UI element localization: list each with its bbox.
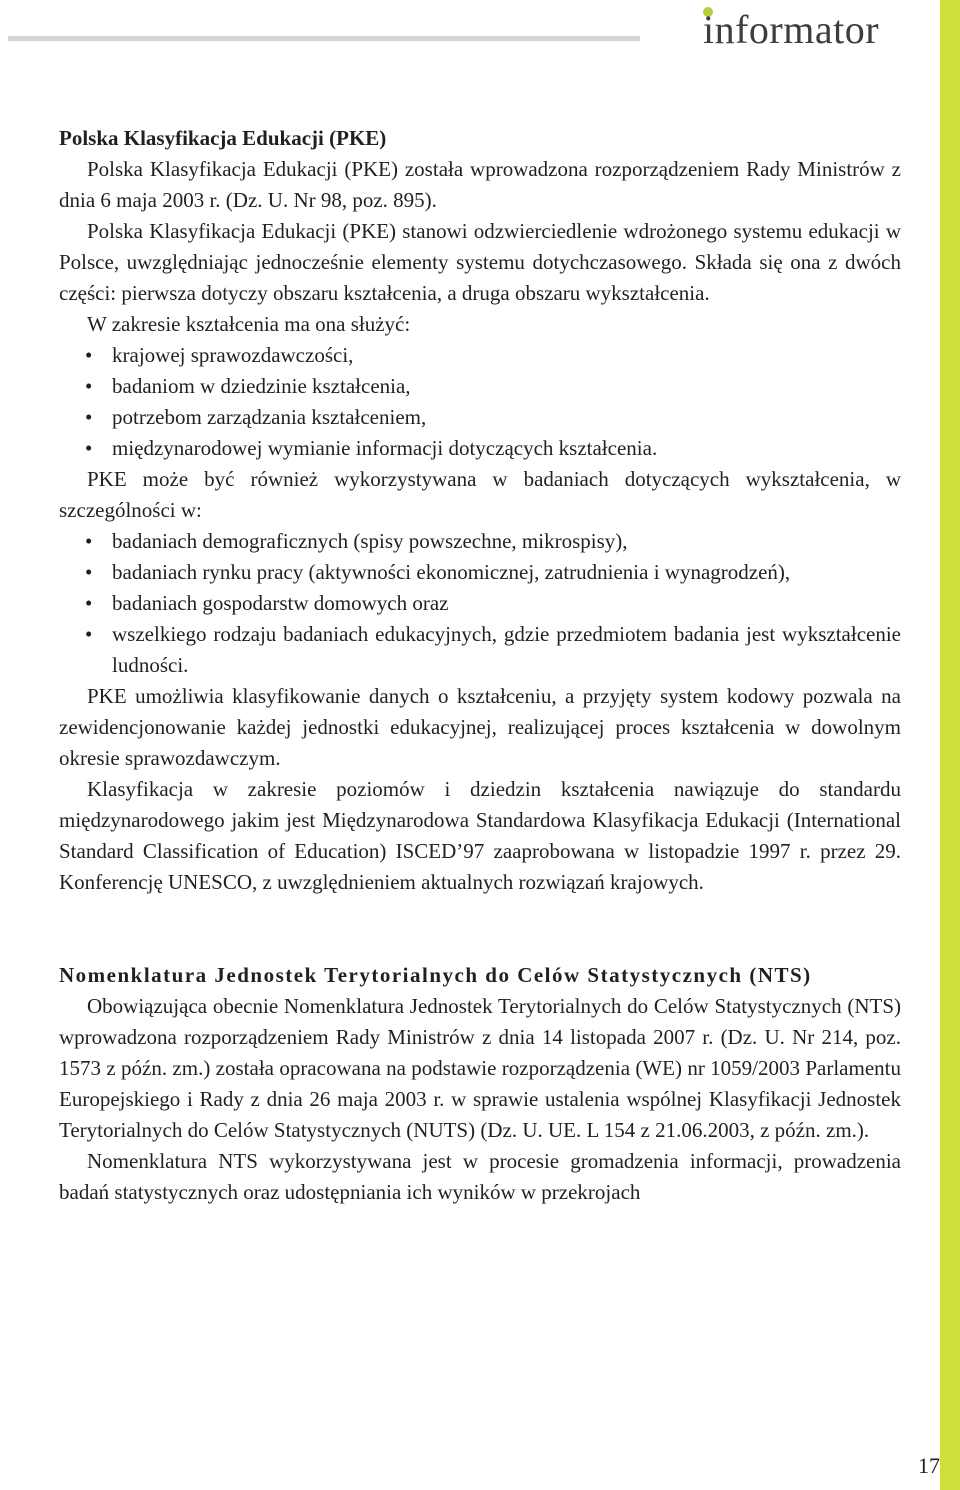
paragraph: PKE umożliwia klasyfikowanie danych o kształceniu, a przyjęty system kodowy pozwala na zewidencjonowanie każdej jednostki edukacyjnej, realizującej proces kształcenia w dowolnym okresie sprawozdawczym. (59, 684, 901, 770)
list-item: • krajowej sprawozdawczości, (112, 340, 901, 371)
list-item: • wszelkiego rodzaju badaniach edukacyjnych, gdzie przedmiotem badania jest wykształcenie ludności. (112, 619, 901, 681)
paragraph: Nomenklatura NTS wykorzystywana jest w procesie gromadzenia informacji, prowadzenia badań statystycznych oraz udostępniania ich wyników w przekrojach (59, 1149, 901, 1204)
side-accent-bar (940, 0, 960, 1490)
section-title-pke: Polska Klasyfikacja Edukacji (PKE) (59, 126, 387, 150)
bullet-list (59, 340, 901, 464)
header-rule (8, 36, 640, 41)
list-item: • badaniach demograficznych (spisy powszechne, mikrospisy), (112, 526, 901, 557)
paragraph: Polska Klasyfikacja Edukacji (PKE) została wprowadzona rozporządzeniem Rady Ministrów z dnia 6 maja 2003 r. (Dz. U. Nr 98, poz. 895). (59, 157, 901, 212)
section-title-nts: Nomenklatura Jednostek Terytorialnych do Celów Statystycznych (NTS) (59, 963, 812, 987)
paragraph: Obowiązująca obecnie Nomenklatura Jednostek Terytorialnych do Celów Statystycznych (NTS) wprowadzona rozporządzeniem Rady Ministrów z dnia 14 listopada 2007 r. (Dz. U. Nr 214, poz. 1573 z późn. zm.) została opracowana na podstawie rozporządzenia (WE) nr 1059/2003 Parlamentu Europejskiego i Rady z dnia 26 maja 2003 r. w sprawie ustalenia wspólnej Klasyfikacji Jednostek Terytorialnych do Celów Statystycznych (NUTS) (Dz. U. UE. L 154 z 21.06.2003, z późn. zm.). (59, 994, 901, 1142)
list-item: • potrzebom zarządzania kształceniem, (112, 402, 901, 433)
paragraph: PKE może być również wykorzystywana w badaniach dotyczących wykształcenia, w szczególności w: (59, 467, 901, 522)
list-item: • międzynarodowej wymianie informacji dotyczących kształcenia. (112, 433, 901, 464)
paragraph: W zakresie kształcenia ma ona służyć: (87, 312, 411, 336)
page-content (59, 123, 901, 1208)
bullet-list (59, 526, 901, 681)
list-item: • badaniom w dziedzinie kształcenia, (112, 371, 901, 402)
list-item: • badaniach gospodarstw domowych oraz (112, 588, 901, 619)
list-item: • badaniach rynku pracy (aktywności ekonomicznej, zatrudnienia i wynagrodzeń), (112, 557, 901, 588)
section-gap (59, 898, 901, 929)
page-number: 17 (918, 1453, 940, 1478)
paragraph: Klasyfikacja w zakresie poziomów i dziedzin kształcenia nawiązuje do standardu międzynarodowego jakim jest Międzynarodowa Standardowa Klasyfikacja Edukacji (International Standard Classification of Education) ISCED’97 zaaprobowana w listopadzie 1997 r. przez 29. Konferencję UNESCO, z uwzględnieniem aktualnych rozwiązań krajowych. (59, 777, 901, 894)
paragraph: Polska Klasyfikacja Edukacji (PKE) stanowi odzwierciedlenie wdrożonego systemu edukacji w Polsce, uwzględniając jednocześnie elementy systemu dotychczasowego. Składa się ona z dwóch części: pierwsza dotyczy obszaru kształcenia, a druga obszaru wykształcenia. (59, 219, 901, 305)
brand-title: informator (703, 7, 880, 52)
section-gap (59, 929, 901, 960)
